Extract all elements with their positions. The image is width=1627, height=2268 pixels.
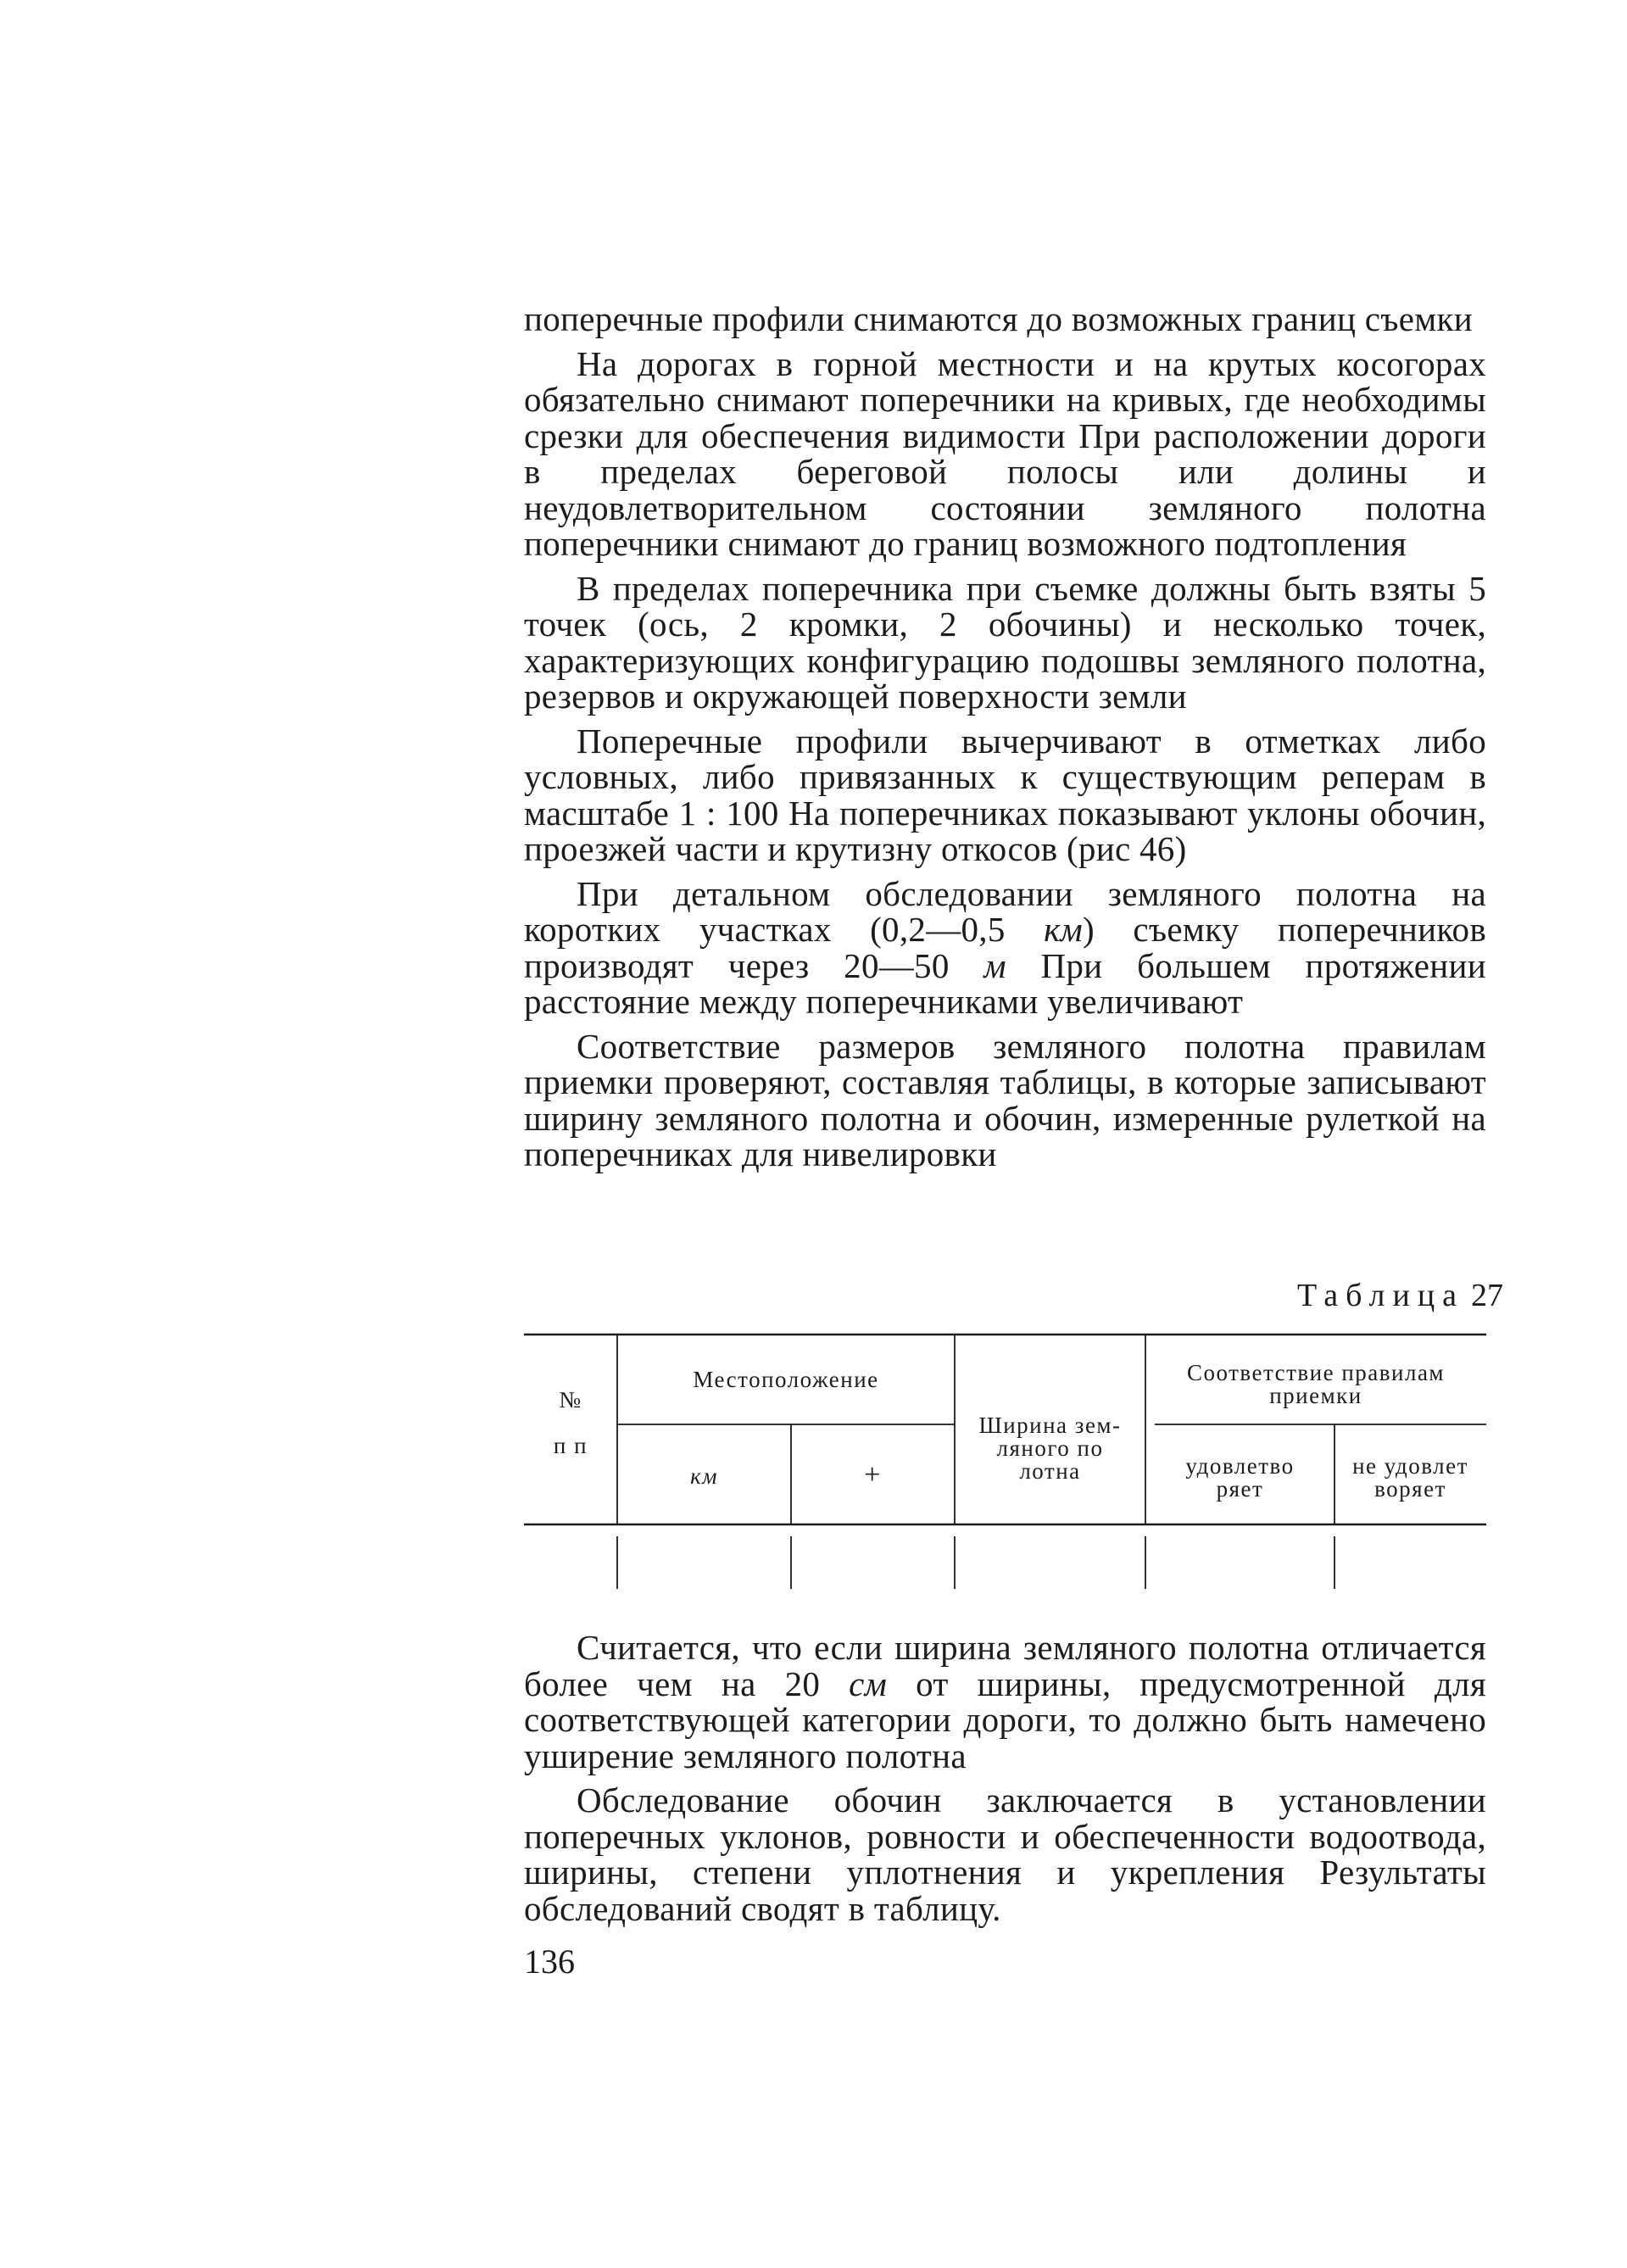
paragraph-shoulder-survey: Обследование обочин заключается в установлении поперечных уклонов, ровности и обеспеченности водоотвода, ширины, степени уплотнения и укрепления Результаты обследований сводят в таблицу. <box>524 1780 1486 1928</box>
paragraph-cross-section-points: В пределах поперечника при съемке должны быть взяты 5 точек (ось, 2 кромки, 2 обочины) и несколько точек, характеризующих конфигурацию подошвы земляного полотна, резервов и окружающей поверхности земли <box>524 568 1486 716</box>
paragraph-profile-drawing: Поперечные профили вычерчивают в отметках либо условных, либо привязанных к существующим реперам в масштабе 1 : 100 На поперечниках показывают уклоны обочин, проезжей части и крутизну откосов (рис 46) <box>524 721 1486 868</box>
page-number: 136 <box>524 1942 575 1981</box>
detailed-survey-part-c: При большем протяжении расстояние между поперечниками увеличивают <box>524 945 1486 1021</box>
paragraph-compliance-check: Соответствие размеров земляного полотна правилам приемки проверяют, составляя таблицы, в которые записывают ширину земляного полотна и обочин, измеренные рулеткой на поперечниках для нивелировки <box>524 1026 1486 1173</box>
header-width: Ширина зем- ляного по лотна <box>978 1413 1122 1484</box>
upper-text-block <box>524 301 1486 1173</box>
width-deviation-part-b: от ширины, предусмотренной для соответствующей категории дороги, то должно быть намечено уширение земляного полотна <box>524 1663 1486 1775</box>
unit-m: м <box>983 945 1006 985</box>
width-deviation-part-a: Считается, что если ширина земляного полотна отличается более чем на 20 <box>524 1628 1486 1703</box>
unit-cm: см <box>849 1663 888 1703</box>
paragraph-width-deviation <box>524 1630 1486 1774</box>
survey-table <box>524 1329 1486 1589</box>
header-location-plus: + <box>864 1459 882 1491</box>
paragraph-detailed-survey <box>524 873 1486 1021</box>
header-not-satisfies: не удовлет воряет <box>1352 1453 1468 1502</box>
table-caption-word: Таблица <box>1297 1278 1465 1313</box>
header-number: № п п <box>553 1387 588 1458</box>
table-caption <box>1297 1277 1503 1314</box>
header-location: Местоположение <box>693 1367 879 1392</box>
detailed-survey-part-a: При детальном обследовании земляного полотна на коротких участках (0,2—0,5 <box>524 873 1486 949</box>
header-compliance: Соответствие правилам приемки <box>1186 1360 1446 1408</box>
detailed-survey-part-b: ) съемку поперечников производят через 20—50 <box>524 910 1486 985</box>
header-satisfies: удовлетво ряет <box>1185 1453 1295 1502</box>
unit-km: км <box>1044 910 1084 949</box>
header-location-km: км <box>690 1463 718 1489</box>
lower-text-block <box>524 1630 1486 1926</box>
paragraph-mountain-roads: На дорогах в горной местности и на крутых косогорах обязательно снимают поперечники на кривых, где необходимы срезки для обеспечения видимости При расположении дороги в пределах береговой полосы или долины и неудовлетворительном состоянии земляного полотна поперечники снимают до границ возможного подтопления <box>524 343 1486 563</box>
paragraph-continuation: поперечные профили снимаются до возможных границ съемки <box>524 299 1473 338</box>
table-caption-number: 27 <box>1471 1278 1504 1313</box>
